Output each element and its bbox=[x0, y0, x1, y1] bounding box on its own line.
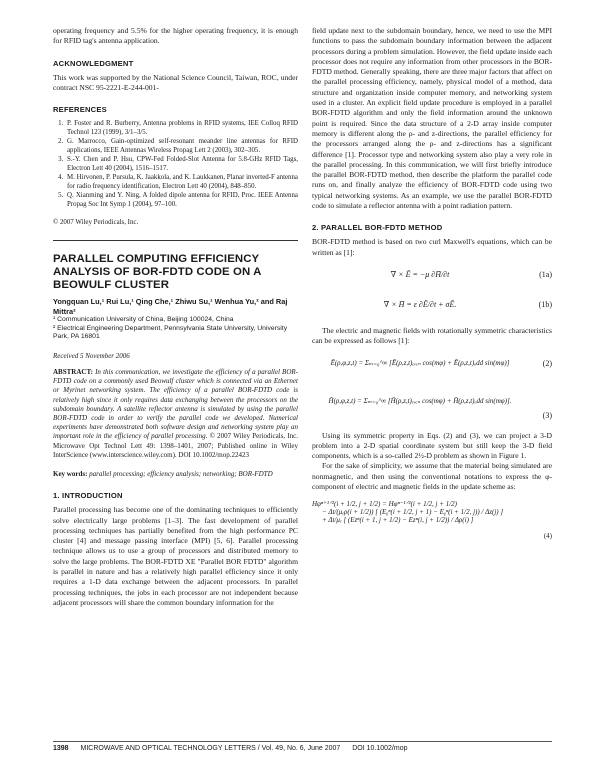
equation-4-line-1: Hφⁿ⁺¹ᐟ²(i + 1/2, j + 1/2) = Hφⁿ⁻¹ᐟ²(i + 1/2, j + 1/2) bbox=[312, 500, 457, 509]
equation-2-number: (2) bbox=[542, 358, 552, 368]
footer-doi: DOI 10.1002/mop bbox=[352, 745, 408, 752]
equation-2-body: Ē(ρ,φ,z,t) = Σₘ₌₀^∞ [Ē(ρ,z,t)ₑᵥₑₙ cos(mφ) + Ē(ρ,z,t)ₒdd sin(mφ)] bbox=[330, 358, 510, 367]
received-date: Received 5 November 2006 bbox=[53, 352, 130, 361]
footer-rule bbox=[53, 741, 552, 742]
abstract-citation: © 2007 Wiley Periodicals, Inc. Microwave Opt Technol Lett 49: 1398–1401, 2007; Published online in Wiley InterScience (www.interscience.wiley.com). DOI 10.1002/mop.22423 bbox=[53, 432, 299, 459]
reference-item: 5. Q. Xianming and Y. Ning, A folded dipole antenna for RFID, Proc. IEEE Antenna Propag Soc Int Symp 1 (2004), 97–100. bbox=[65, 191, 298, 209]
article-title: PARALLEL COMPUTING EFFICIENCY ANALYSIS OF BOR-FDTD CODE ON A BEOWULF CLUSTER bbox=[53, 253, 262, 291]
intro-carryover-paragraph: operating frequency and 5.5% for the higher operating frequency, it is enough for RFID tag's antenna application. bbox=[53, 26, 298, 46]
equation-4-number: (4) bbox=[543, 532, 552, 541]
equation-1a bbox=[312, 266, 552, 288]
reference-item: 1. P. Foster and R. Burberry, Antenna problems in RFID systems, IEE Colloq RFID Technol 123 (1999), 3/1–3/5. bbox=[65, 119, 298, 137]
section-2-intro: BOR-FDTD method is based on two curl Maxwell's equations, which can be written as [1]: bbox=[312, 237, 552, 257]
article-divider bbox=[53, 240, 298, 241]
introduction-text: Parallel processing has become one of the dominating techniques to efficiently solve electrically large problems [1–3]. The fast development of parallel processing techniques has partially benefited from the high performance PC cluster [4] and message passing interface (MPI) [5, 6]. Parallel processing technique allows us to use a group of processors and distributed memory to solve the large problems. The BOR-FDTD XE "Parallel BOR FDTD" algorithm is parallel in nature and has a relatively high parallel efficiency since it only requires a 1-D data exchange between the adjacent processors. In parallel processing techniques, the jobs in each processor are not independent because adjacent processors will share the common boundary information for the bbox=[53, 505, 298, 607]
keywords bbox=[53, 470, 298, 479]
affiliation-1: ¹ Communication University of China, Beijing 100024, China bbox=[53, 316, 234, 324]
acknowledgment-text: This work was supported by the National Science Council, Taiwan, ROC, under contract NSC 95-2221-E-244-001- bbox=[53, 72, 298, 92]
equation-4-line-2: − Δt/(μₑρ(i + 1/2)) [ (Eᵨⁿ(i + 1/2, j + 1) − Eᵨⁿ(i + 1/2, j)) / Δz(j) ] bbox=[322, 508, 504, 517]
abstract-body: In this communication, we investigate the efficiency of a parallel BOR-FDTD code on a commonly used Beowulf cluster which is connected via an Ethernet or Myrinet networking system. The efficiency of a parallel BOR-FDTD code is relatively high since it only requires data exchanging between the processors on the subdomain boundary. A satellite reflector antenna is simulated by using the parallel BOR-FDTD code in order to verify the parallel code we developed. Numerical experiments have demonstrated both software design and networking system play an important role in the efficiency of parallel processing. bbox=[53, 368, 298, 441]
abstract-label: ABSTRACT: bbox=[53, 368, 93, 377]
equation-4 bbox=[312, 500, 552, 544]
equation-1b-number: (1b) bbox=[538, 299, 552, 309]
reference-item: 2. G. Marrocco, Gain-optimized self-resonant meander line antennas for RFID applications, IEEE Antennas Wireless Propag Lett 2 (2003), 302–305. bbox=[65, 137, 298, 155]
equation-1b bbox=[312, 296, 552, 318]
copyright-notice: © 2007 Wiley Periodicals, Inc. bbox=[53, 219, 139, 227]
keywords-text: parallel processing; efficiency analysis; networking; BOR-FDTD bbox=[89, 470, 273, 479]
equation-1b-body: ∇ × H̄ = ε ∂Ē/∂t + σĒ. bbox=[383, 299, 457, 309]
page-footer bbox=[53, 745, 552, 757]
left-column bbox=[53, 26, 298, 608]
equation-3-number: (3) bbox=[542, 410, 552, 420]
abstract bbox=[53, 368, 298, 460]
equation-1a-body: ∇ × Ē = −μ ∂H̄/∂t bbox=[390, 269, 450, 279]
keywords-label: Key words: bbox=[53, 470, 88, 479]
reference-item: 4. M. Hirvonen, P. Pursula, K. Jaakkola, and K. Laukkanen, Planar inverted-F antenna for radio frequency identification, Electron Lett 40 (2004), 848–850. bbox=[65, 173, 298, 191]
simplicity-paragraph: For the sake of simplicity, we assume that the material being simulated are nonmagnetic, and then using the conventional notations to express the φ-component of electric and magnetic fields in the update scheme as: bbox=[312, 461, 552, 492]
equation-1a-number: (1a) bbox=[539, 269, 552, 279]
journal-info: MICROWAVE AND OPTICAL TECHNOLOGY LETTERS / Vol. 49, No. 6, June 2007 bbox=[80, 745, 341, 752]
section-2-heading: 2. PARALLEL BOR-FDTD METHOD bbox=[312, 223, 443, 233]
introduction-heading: 1. INTRODUCTION bbox=[53, 491, 123, 501]
equation-4-line-3: + Δt/μₑ [ (Ezⁿ(i + 1, j + 1/2) − Ezⁿ(i, j + 1/2)) / Δρ(i) ] bbox=[322, 516, 474, 525]
references-heading: REFERENCES bbox=[53, 105, 107, 115]
equation-3-body: H̄(ρ,φ,z,t) = Σₘ₌₀^∞ [H̄(ρ,z,t)ₑᵥₑₙ cos(mφ) + H̄(ρ,z,t)ₒdd sin(mφ)]. bbox=[328, 396, 512, 405]
symmetry-paragraph: Using its symmetric property in Eqs. (2) and (3), we can project a 3-D problem into a 2-D spatial coordinate system but still keep the 3-D field components, which is a so-called 2½-D problem as shown in Figure 1. bbox=[312, 430, 552, 461]
reference-item: 3. S.-Y. Chen and P. Hsu, CPW-Fed Folded-Slot Antenna for 5.8-GHz RFID Tags, Electron Lett 40 (2004), 1516–1517. bbox=[65, 155, 298, 173]
acknowledgment-heading: ACKNOWLEDGMENT bbox=[53, 58, 134, 68]
fields-paragraph: The electric and magnetic fields with rotationally symmetric characteristics can be expressed as follows [1]: bbox=[312, 325, 552, 346]
affiliation-2: ² Electrical Engineering Department, Pennsylvania State University, University Park, PA 16801 bbox=[53, 324, 288, 341]
references-list bbox=[53, 119, 298, 209]
page-number: 1398 bbox=[53, 745, 69, 752]
equation-2 bbox=[312, 355, 552, 385]
right-column bbox=[312, 26, 552, 552]
intro-continued-paragraph: field update next to the subdomain boundary, hence, we need to use the MPI functions to pass the subdomain boundary information between the adjacent processors during a problem simulation. However, the field update inside each processor does not require any information from other processors in the BOR-FDTD method. Generally speaking, there are three major factors that affect on the parallel processing efficiency, namely, physical model of a method, data structure and organization inside computer memory, and networking system used in a cluster. An explicit field update procedure is employed in a parallel BOR-FDTD algorithm and only the field information around the unknown point is required. Since the data structure of a 2-D array inside computer memory is different along the ρ- and z-directions, the parallel efficiency for the processors arranged along the ρ- and z-directions has a significant difference [1]. Processor type and networking system also play a very role in the parallel processing. In this communication, we will first briefly introduce the parallel BOR-FDTD method, then describe the platform the parallel code runs on, and finally analyze the efficiency of BOR-FDTD code using two typical networking systems. As an example, we use the parallel BOR-FDTD code to simulate a reflector antenna with a point radiation pattern. bbox=[312, 26, 552, 211]
equation-3 bbox=[312, 393, 552, 423]
author-list: Yongquan Lu,¹ Rui Lu,¹ Qing Che,¹ Zhiwu Su,¹ Wenhua Yu,² and Raj Mittra² bbox=[53, 297, 288, 316]
